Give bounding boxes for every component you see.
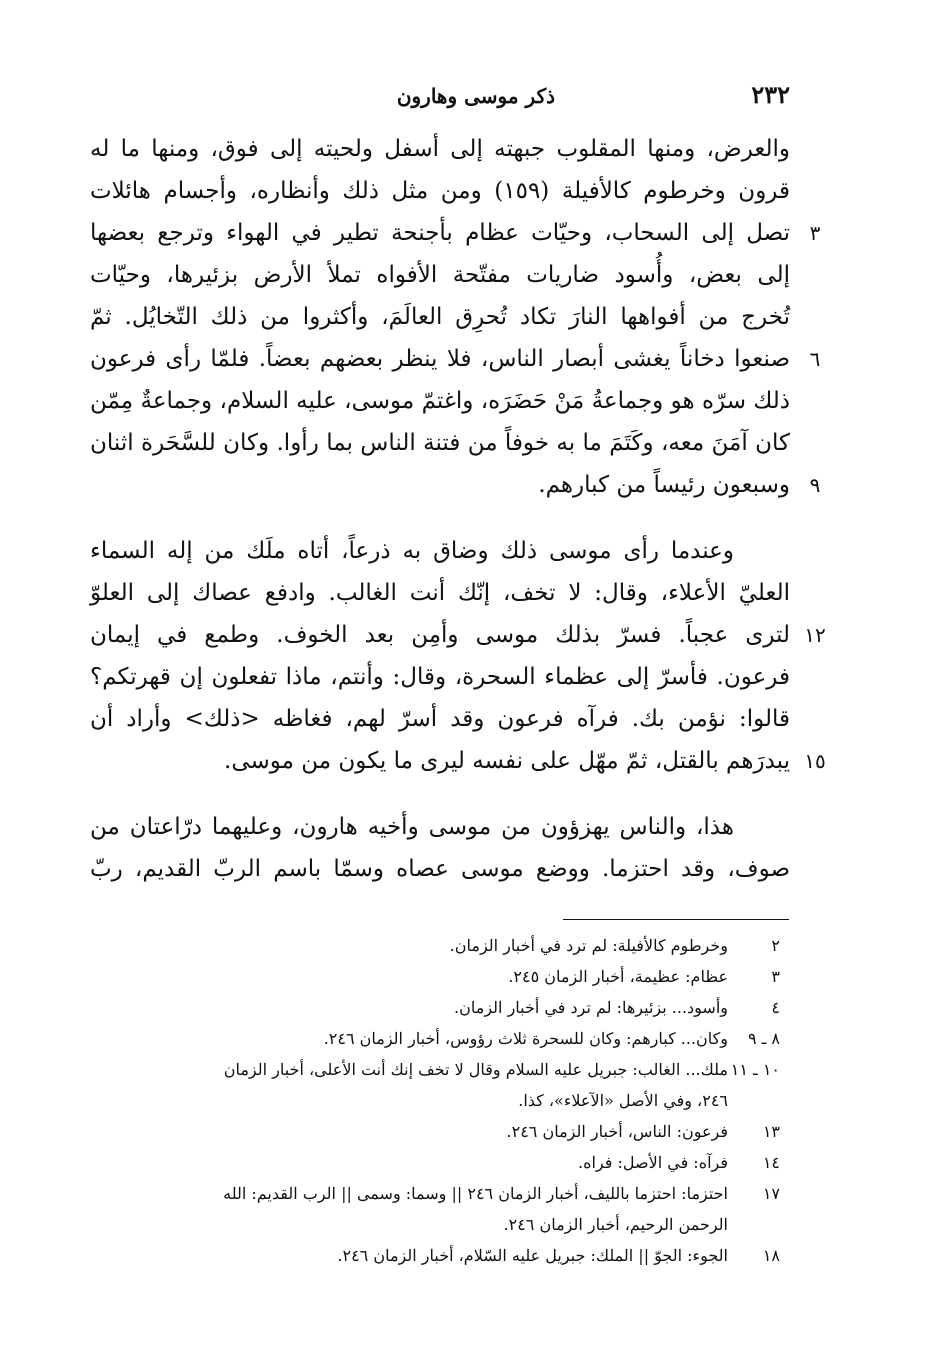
text-line: هذا، والناس يهزؤون من موسى وأخيه هارون، وعليهما درّاعتان من bbox=[90, 814, 734, 840]
footnote-text: احتزما: احتزما بالليف، أخبار الزمان ٢٤٦ || وسما: وسمى || الرب القديم: الله bbox=[223, 1184, 728, 1203]
text-line: وعندما رأى موسى ذلك وضاق به ذرعاً، أتاه ملَك من إله السماء bbox=[90, 538, 734, 564]
page-number: ٢٣٢ bbox=[751, 80, 790, 109]
text-line: فرعون. فأسرّ إلى عظماء السحرة، وقال: وأنتم، ماذا تفعلون إن قهرتكم؟ bbox=[90, 664, 790, 690]
footnote-divider bbox=[563, 919, 789, 920]
line-number: ١٢ bbox=[804, 623, 826, 647]
footnote bbox=[80, 1023, 780, 1054]
text-line: تُخرج من أفواهها النارَ تكاد تُحرِق العالَمَ، وأكثروا من ذلك التّخايُل. ثمّ bbox=[90, 304, 790, 330]
footnote bbox=[80, 992, 780, 1023]
footnote-text: ملك... الغالب: جبريل عليه السلام وقال لا تخف إنك أنت الأعلى، أخبار الزمان bbox=[223, 1060, 728, 1079]
footnote bbox=[80, 961, 780, 992]
text-line: قرون وخرطوم كالأفيلة (١٥٩) ومن مثل ذلك وأنظاره، وأجسام هائلات bbox=[90, 178, 790, 204]
text-line: وسبعون رئيساً من كبارهم. ٩ bbox=[90, 464, 790, 506]
footnote-number: ١٤ bbox=[762, 1153, 780, 1172]
footnote bbox=[80, 1147, 780, 1178]
footnote-text: عظام: عظيمة، أخبار الزمان ٢٤٥. bbox=[508, 967, 728, 986]
footnote-number: ١٧ bbox=[762, 1184, 780, 1203]
line-number: ١٥ bbox=[804, 749, 826, 773]
footnote-number: ٤ bbox=[771, 998, 780, 1017]
footnote-number: ٣ bbox=[771, 967, 780, 986]
text-line: والعرض، ومنها المقلوب جبهته إلى أسفل ولحيته إلى فوق، ومنها ما له bbox=[90, 136, 790, 162]
text-line: قالوا: نؤمن بك. فرآه فرعون وقد أسرّ لهم، فغاظه <ذلك> وأراد أن bbox=[90, 706, 790, 732]
footnote-number: ١٠ ـ ١١ bbox=[730, 1060, 780, 1079]
page-header bbox=[180, 80, 790, 114]
text-line: إلى بعض، وأُسود ضاريات مفتّحة الأفواه تملأ الأرض بزئيرها، وحيّات bbox=[90, 262, 790, 288]
footnote-text: وخرطوم كالأفيلة: لم ترد في أخبار الزمان. bbox=[449, 936, 728, 955]
footnote-text: وأسود... بزئيرها: لم ترد في أخبار الزمان. bbox=[454, 998, 728, 1017]
text-line: صنعوا دخاناً يغشى أبصار الناس، فلا ينظر بعضهم بعضاً. فلمّا رأى فرعون ٦ bbox=[90, 338, 790, 380]
text-line: العليّ الأعلاء، وقال: لا تخف، إنّك أنت الغالب. وادفع عصاك إلى العلوّ bbox=[90, 580, 790, 606]
text-line: ذلك سرّه هو وجماعةُ مَنْ حَضَرَه، واغتمّ موسى، عليه السلام، وجماعةٌ مِمّن bbox=[90, 388, 790, 414]
footnote bbox=[80, 1116, 780, 1147]
footnote bbox=[80, 930, 780, 961]
footnote-text: فرعون: الناس، أخبار الزمان ٢٤٦. bbox=[506, 1122, 728, 1141]
main-text bbox=[90, 128, 826, 890]
footnote-text: وكان... كبارهم: وكان للسحرة ثلاث رؤوس، أخبار الزمان ٢٤٦. bbox=[323, 1029, 728, 1048]
text-line: كان آمَنَ معه، وكَتَمَ ما به خوفاً من فتنة الناس بما رأوا. وكان للسَّحَرة اثنان bbox=[90, 430, 790, 456]
footnote bbox=[80, 1054, 780, 1116]
text-line: لترى عجباً. فسرّ بذلك موسى وأمِن بعد الخوف. وطمع في إيمان ١٢ bbox=[90, 614, 790, 656]
footnote-continuation: الرحمن الرحيم، أخبار الزمان ٢٤٦. bbox=[503, 1215, 728, 1234]
text-line: يبدرَهم بالقتل، ثمّ مهّل على نفسه ليرى ما يكون من موسى. ١٥ bbox=[90, 740, 790, 782]
text-line: صوف، وقد احتزما. ووضع موسى عصاه وسمّا باسم الربّ القديم، ربّ bbox=[90, 856, 790, 882]
line-number: ٣ bbox=[809, 221, 821, 245]
line-number: ٩ bbox=[809, 473, 821, 497]
footnote-text: الجوء: الجوّ || الملك: جبريل عليه السّلام، أخبار الزمان ٢٤٦. bbox=[337, 1246, 728, 1265]
footnote-number: ٢ bbox=[771, 936, 780, 955]
paragraph bbox=[90, 806, 790, 890]
paragraph bbox=[90, 530, 826, 782]
footnote-number: ١٣ bbox=[762, 1122, 780, 1141]
footnote-text: فرآه: في الأصل: فراه. bbox=[578, 1153, 728, 1172]
line-number: ٦ bbox=[809, 347, 821, 371]
running-title: ذكر موسى وهارون bbox=[396, 84, 555, 108]
footnote-number: ٨ ـ ٩ bbox=[747, 1029, 780, 1048]
footnote-number: ١٨ bbox=[762, 1246, 780, 1265]
footnote bbox=[80, 1178, 780, 1240]
footnote-continuation: ٢٤٦، وفي الأصل «الآعلاء»، كذا. bbox=[518, 1091, 728, 1110]
text-line: تصل إلى السحاب، وحيّات عظام بأجنحة تطير في الهواء وترجع بعضها ٣ bbox=[90, 212, 790, 254]
footnotes bbox=[80, 930, 780, 1271]
footnote bbox=[80, 1240, 780, 1271]
paragraph bbox=[90, 128, 821, 506]
